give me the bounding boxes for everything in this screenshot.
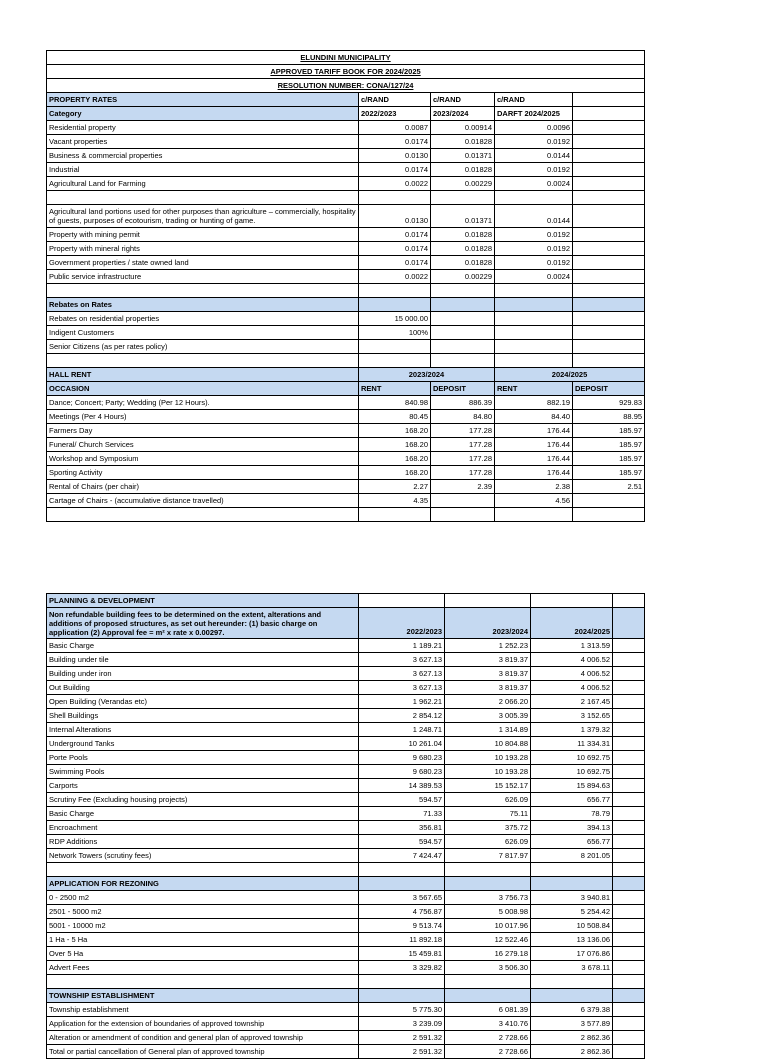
table-row: Carports 14 389.53 15 152.17 15 894.63 bbox=[47, 779, 645, 793]
table-row: Encroachment 356.81 375.72 394.13 bbox=[47, 821, 645, 835]
table-row: Basic Charge 71.33 75.11 78.79 bbox=[47, 807, 645, 821]
table-row: Basic Charge 1 189.21 1 252.23 1 313.59 bbox=[47, 639, 645, 653]
tariff-table-bottom bbox=[46, 593, 645, 1059]
table-row: Swimming Pools 9 680.23 10 193.28 10 692.75 bbox=[47, 765, 645, 779]
table-row: Township establishment 5 775.30 6 081.39 6 379.38 bbox=[47, 1003, 645, 1017]
table-row: Building under tile 3 627.13 3 819.37 4 006.52 bbox=[47, 653, 645, 667]
table-row: Rebates on residential properties 15 000.00 bbox=[47, 312, 645, 326]
rebates-heading: Rebates on Rates bbox=[47, 298, 359, 312]
hall-rent-heading: HALL RENT bbox=[47, 368, 359, 382]
table-row: Farmers Day 168.20 177.28 176.44 185.97 bbox=[47, 424, 645, 438]
table-row: 0 - 2500 m2 3 567.65 3 756.73 3 940.81 bbox=[47, 891, 645, 905]
table-row: 5001 - 10000 m2 9 513.74 10 017.96 10 508.84 bbox=[47, 919, 645, 933]
table-row: Indigent Customers 100% bbox=[47, 326, 645, 340]
table-row: Rental of Chairs (per chair) 2.27 2.39 2.38 2.51 bbox=[47, 480, 645, 494]
property-rates-heading: PROPERTY RATES bbox=[47, 93, 359, 107]
table-row: Underground Tanks 10 261.04 10 804.88 11 334.31 bbox=[47, 737, 645, 751]
table-row: RDP Additions 594.57 626.09 656.77 bbox=[47, 835, 645, 849]
occasion-heading: OCCASION bbox=[47, 382, 359, 396]
building-fees-description: Non refundable building fees to be determined on the extent, alterations and additions of proposed structures, as set out hereunder: (1) basic charge on application (2) Approval fee = m² x rate x 0.00297. bbox=[47, 608, 359, 639]
table-row: Porte Pools 9 680.23 10 193.28 10 692.75 bbox=[47, 751, 645, 765]
rent-header: RENT bbox=[359, 382, 431, 396]
table-row: Business & commercial properties 0.0130 0.01371 0.0144 bbox=[47, 149, 645, 163]
resolution-number: RESOLUTION NUMBER: CONA/127/24 bbox=[47, 79, 645, 93]
deposit-header: DEPOSIT bbox=[431, 382, 495, 396]
table-row: Alteration or amendment of condition and general plan of approved township 2 591.32 2 728.66 2 862.36 bbox=[47, 1031, 645, 1045]
table-row: Sporting Activity 168.20 177.28 176.44 185.97 bbox=[47, 466, 645, 480]
table-row: Cartage of Chairs - (accumulative distance travelled) 4.35 4.56 bbox=[47, 494, 645, 508]
tariff-book-title: APPROVED TARIFF BOOK FOR 2024/2025 bbox=[47, 65, 645, 79]
year-header: 2023/2024 bbox=[445, 608, 531, 639]
table-row: Funeral/ Church Services 168.20 177.28 176.44 185.97 bbox=[47, 438, 645, 452]
unit-header: c/RAND bbox=[359, 93, 431, 107]
category-heading: Category bbox=[47, 107, 359, 121]
table-row: Vacant properties 0.0174 0.01828 0.0192 bbox=[47, 135, 645, 149]
table-row: Meetings (Per 4 Hours) 80.45 84.80 84.40 88.95 bbox=[47, 410, 645, 424]
tariff-table-top bbox=[46, 50, 645, 522]
agri-other-label: Agricultural land portions used for other purposes than agriculture – commercially, hospitality of guests, purposes of ecotourism, trading or hunting of game. bbox=[47, 205, 359, 228]
planning-heading: PLANNING & DEVELOPMENT bbox=[47, 594, 359, 608]
table-row: Out Building 3 627.13 3 819.37 4 006.52 bbox=[47, 681, 645, 695]
table-row: Advert Fees 3 329.82 3 506.30 3 678.11 bbox=[47, 961, 645, 975]
table-row: Senior Citizens (as per rates policy) bbox=[47, 340, 645, 354]
table-row: Scrutiny Fee (Excluding housing projects) 594.57 626.09 656.77 bbox=[47, 793, 645, 807]
year-header: 2024/2025 bbox=[531, 608, 613, 639]
table-row: Over 5 Ha 15 459.81 16 279.18 17 076.86 bbox=[47, 947, 645, 961]
table-row: Agricultural Land for Farming 0.0022 0.00229 0.0024 bbox=[47, 177, 645, 191]
table-row: Shell Buildings 2 854.12 3 005.39 3 152.65 bbox=[47, 709, 645, 723]
township-heading: TOWNSHIP ESTABLISHMENT bbox=[47, 989, 359, 1003]
unit-header: c/RAND bbox=[495, 93, 573, 107]
rent-header: RENT bbox=[495, 382, 573, 396]
table-row: Application for the extension of boundaries of approved township 3 239.09 3 410.76 3 577.89 bbox=[47, 1017, 645, 1031]
year-header: 2022/2023 bbox=[359, 107, 431, 121]
table-row: Dance; Concert; Party; Wedding (Per 12 Hours). 840.98 886.39 882.19 929.83 bbox=[47, 396, 645, 410]
hall-year-2024: 2024/2025 bbox=[495, 368, 645, 382]
table-row: Workshop and Symposium 168.20 177.28 176.44 185.97 bbox=[47, 452, 645, 466]
table-row: 2501 - 5000 m2 4 756.87 5 008.98 5 254.42 bbox=[47, 905, 645, 919]
table-row: Open Building (Verandas etc) 1 962.21 2 066.20 2 167.45 bbox=[47, 695, 645, 709]
table-row: Network Towers (scrutiny fees) 7 424.47 7 817.97 8 201.05 bbox=[47, 849, 645, 863]
table-row: Residential property 0.0087 0.00914 0.0096 bbox=[47, 121, 645, 135]
municipality-title: ELUNDINI MUNICIPALITY bbox=[47, 51, 645, 65]
table-row: Government properties / state owned land 0.0174 0.01828 0.0192 bbox=[47, 256, 645, 270]
hall-year-2023: 2023/2024 bbox=[359, 368, 495, 382]
table-row: Public service infrastructure 0.0022 0.00229 0.0024 bbox=[47, 270, 645, 284]
table-row: Property with mineral rights 0.0174 0.01828 0.0192 bbox=[47, 242, 645, 256]
table-row: Total or partial cancellation of General plan of approved township 2 591.32 2 728.66 2 862.36 bbox=[47, 1045, 645, 1059]
rezoning-heading: APPLICATION FOR REZONING bbox=[47, 877, 359, 891]
table-row: Industrial 0.0174 0.01828 0.0192 bbox=[47, 163, 645, 177]
table-row: Property with mining permit 0.0174 0.01828 0.0192 bbox=[47, 228, 645, 242]
year-header: DARFT 2024/2025 bbox=[495, 107, 573, 121]
unit-header: c/RAND bbox=[431, 93, 495, 107]
year-header: 2023/2024 bbox=[431, 107, 495, 121]
year-header: 2022/2023 bbox=[359, 608, 445, 639]
deposit-header: DEPOSIT bbox=[573, 382, 645, 396]
table-row: Internal Alterations 1 248.71 1 314.89 1 379.32 bbox=[47, 723, 645, 737]
table-row: Agricultural land portions used for other purposes than agriculture – commercially, hospitality of guests, purposes of ecotourism, trading or hunting of game. 0.0130 0.01371 0.0144 bbox=[47, 205, 645, 228]
table-row: Building under iron 3 627.13 3 819.37 4 006.52 bbox=[47, 667, 645, 681]
table-row: 1 Ha - 5 Ha 11 892.18 12 522.46 13 136.06 bbox=[47, 933, 645, 947]
